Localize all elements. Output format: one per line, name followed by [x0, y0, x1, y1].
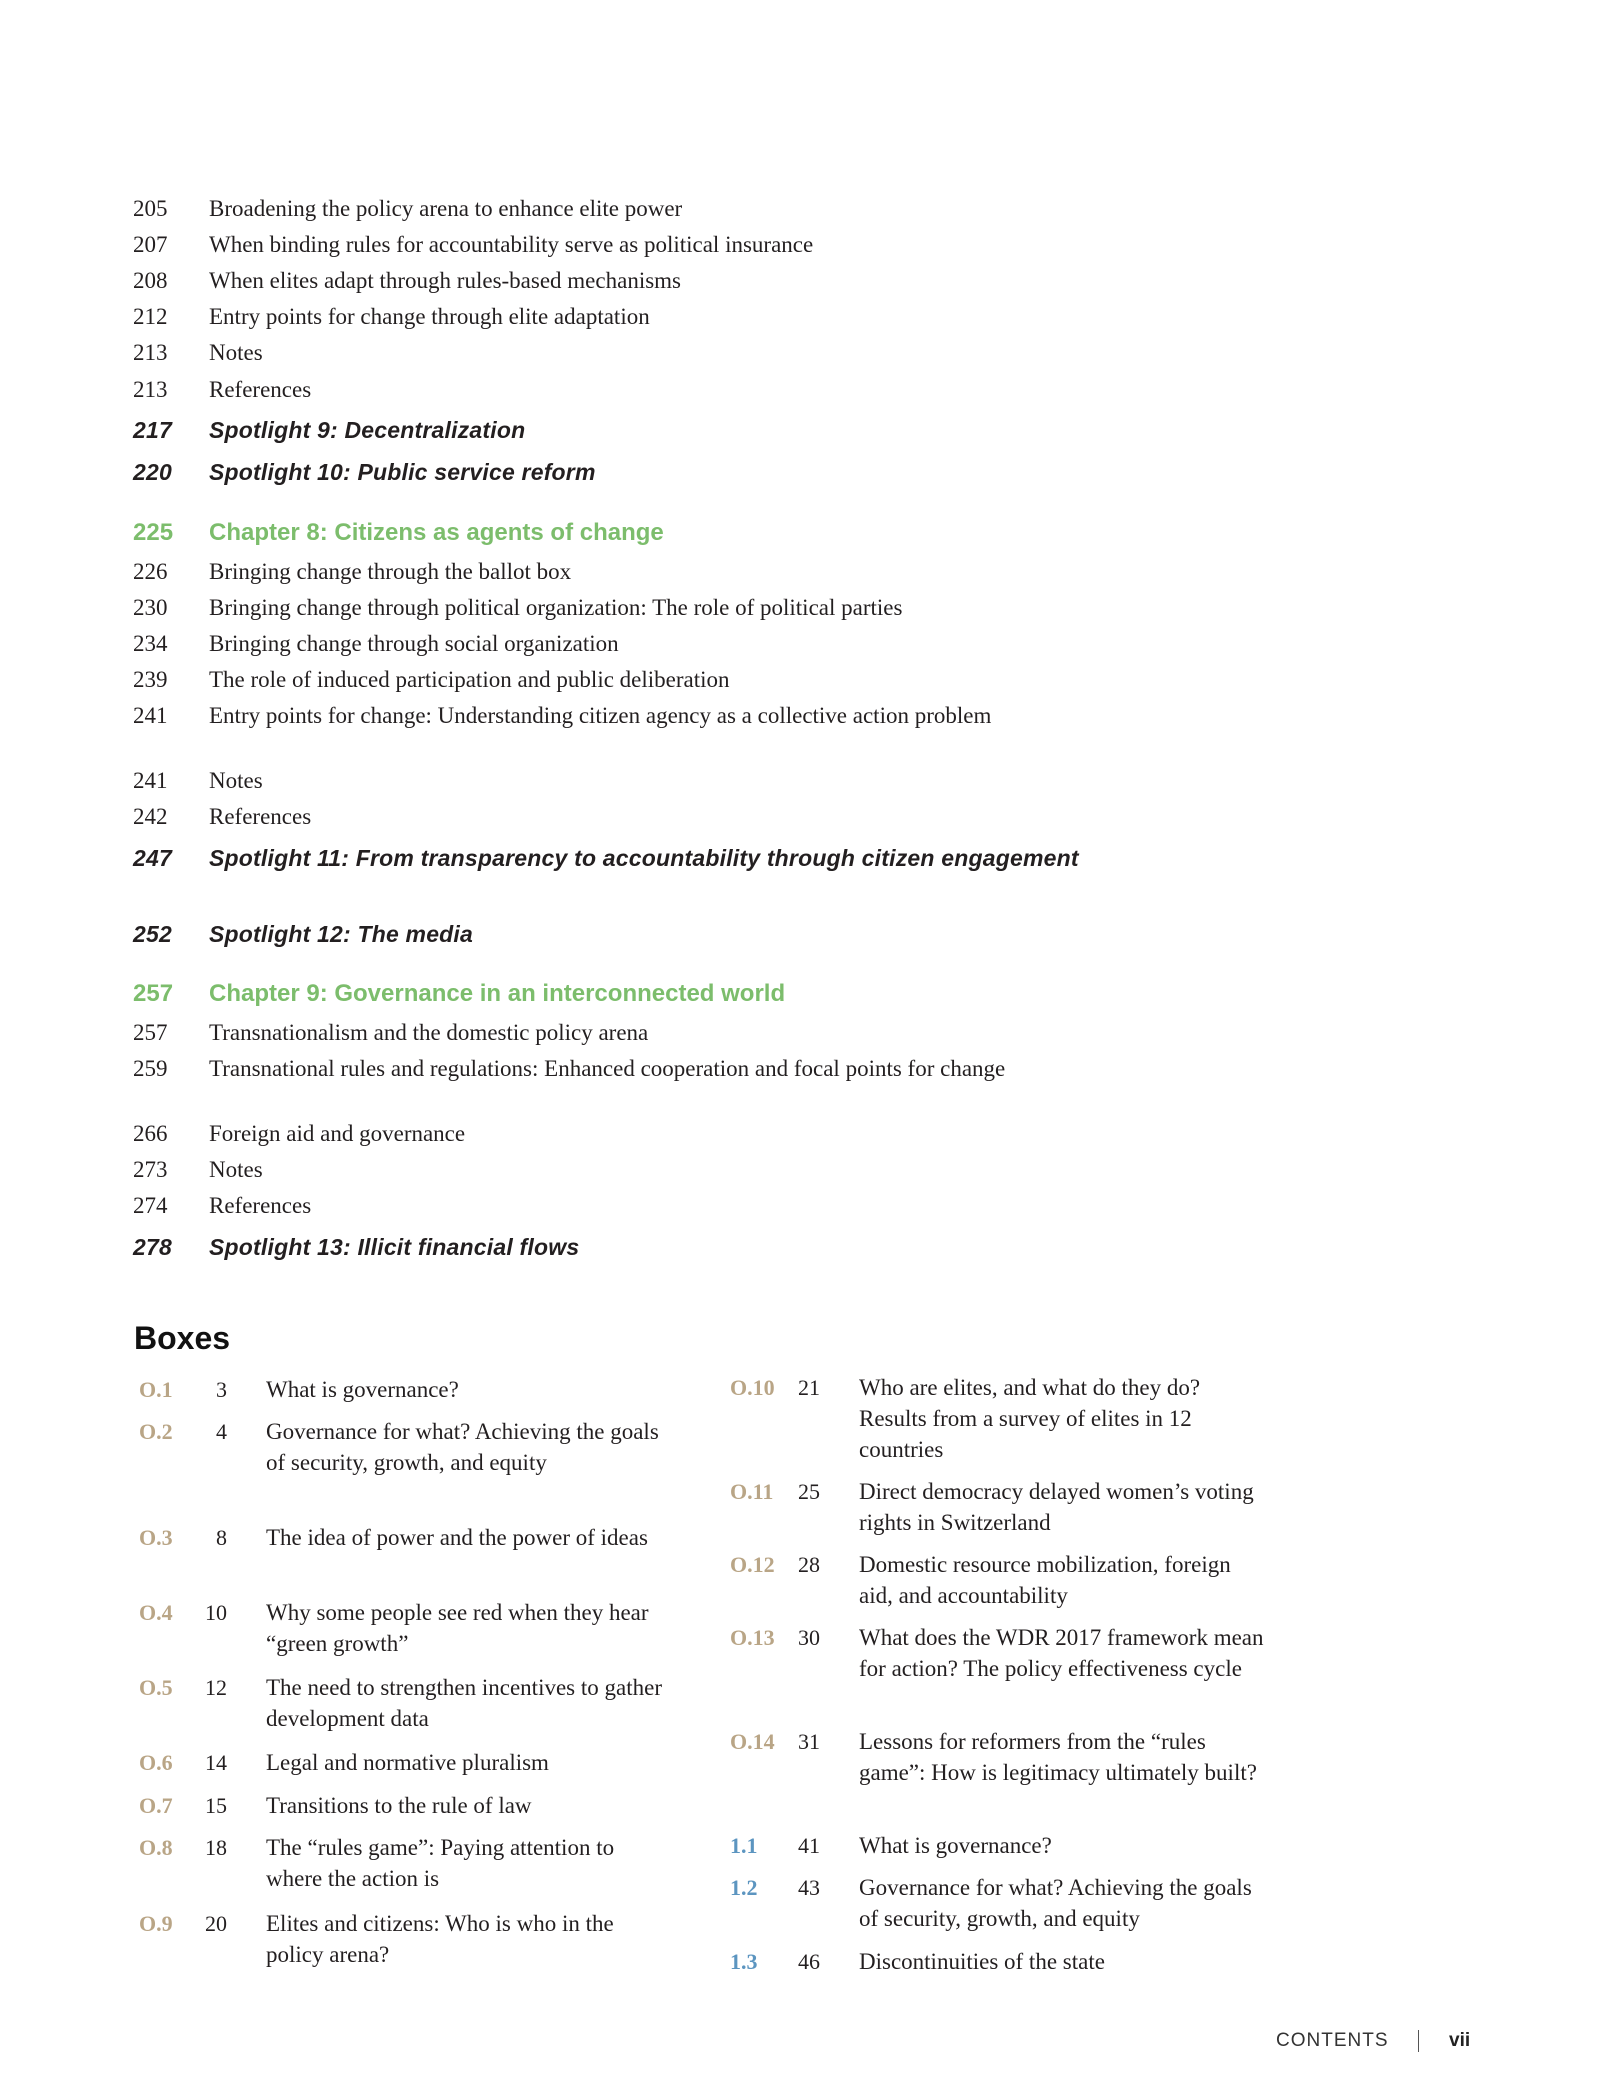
- toc-entry-title: When elites adapt through rules-based mechanisms: [209, 268, 681, 293]
- toc-entry-title: Spotlight 11: From transparency to accountability through citizen engagement: [209, 845, 1079, 871]
- box-number: O.10: [730, 1375, 775, 1400]
- box-title: The need to strengthen incentives to gather development data: [266, 1675, 662, 1731]
- box-page-number: 14: [205, 1750, 227, 1775]
- toc-page-number: 239: [133, 667, 168, 692]
- toc-page-number: 241: [133, 703, 168, 728]
- toc-entry-title: Broadening the policy arena to enhance elite power: [209, 196, 683, 221]
- box-page-number: 10: [205, 1600, 227, 1625]
- box-title: Discontinuities of the state: [859, 1949, 1105, 1974]
- toc-page-number: 257: [133, 980, 174, 1007]
- box-number: O.1: [139, 1377, 173, 1402]
- box-page-number: 3: [216, 1377, 227, 1402]
- box-number: O.8: [139, 1835, 173, 1860]
- box-page-number: 18: [205, 1835, 227, 1860]
- box-page-number: 41: [798, 1833, 820, 1858]
- box-page-number: 21: [798, 1375, 820, 1400]
- box-page-number: 25: [798, 1479, 820, 1504]
- toc-page-number: 207: [133, 232, 168, 257]
- footer-page-number: vii: [1449, 2030, 1471, 2051]
- toc-page-number: 213: [133, 340, 168, 365]
- boxes-heading: Boxes: [134, 1320, 231, 1356]
- box-title: Who are elites, and what do they do? Results from a survey of elites in 12 countries: [859, 1375, 1201, 1462]
- box-page-number: 43: [798, 1875, 820, 1900]
- toc-entry-title: The role of induced participation and public deliberation: [209, 667, 730, 692]
- box-title: What is governance?: [859, 1833, 1052, 1858]
- box-title: The idea of power and the power of ideas: [266, 1525, 648, 1550]
- toc-entry-title: Spotlight 13: Illicit financial flows: [209, 1234, 580, 1260]
- toc-page-number: 274: [133, 1193, 168, 1218]
- toc-entry-title: Spotlight 9: Decentralization: [209, 417, 526, 443]
- toc-page-number: 266: [133, 1121, 168, 1146]
- toc-page-number: 212: [133, 304, 168, 329]
- toc-entry-title: Entry points for change: Understanding citizen agency as a collective action problem: [209, 703, 992, 728]
- toc-page-number: 220: [133, 459, 172, 485]
- box-number: O.4: [139, 1600, 173, 1625]
- box-page-number: 30: [798, 1625, 820, 1650]
- box-title: What does the WDR 2017 framework mean for action? The policy effectiveness cycle: [859, 1625, 1264, 1681]
- page-footer: [1276, 2030, 1471, 2052]
- toc-entry-title: Bringing change through political organization: The role of political parties: [209, 595, 903, 620]
- toc-page-number: 208: [133, 268, 168, 293]
- box-page-number: 20: [205, 1911, 227, 1936]
- toc-page-number: 241: [133, 768, 168, 793]
- box-title: Lessons for reformers from the “rules game”: How is legitimacy ultimately built?: [859, 1729, 1257, 1785]
- toc-entry-title: Notes: [209, 340, 263, 365]
- box-page-number: 12: [205, 1675, 227, 1700]
- box-number: 1.2: [730, 1875, 758, 1900]
- toc-page-number: 213: [133, 377, 168, 402]
- box-page-number: 15: [205, 1793, 227, 1818]
- box-title: Transitions to the rule of law: [266, 1793, 532, 1818]
- box-title: What is governance?: [266, 1377, 459, 1402]
- box-title: Domestic resource mobilization, foreign aid, and accountability: [859, 1552, 1231, 1608]
- box-title: Governance for what? Achieving the goals of security, growth, and equity: [859, 1875, 1252, 1931]
- box-page-number: 4: [216, 1419, 227, 1444]
- toc-page-number: 217: [133, 417, 172, 443]
- box-page-number: 28: [798, 1552, 820, 1577]
- toc-entry-title: Chapter 9: Governance in an interconnected world: [209, 980, 786, 1007]
- box-number: O.13: [730, 1625, 775, 1650]
- toc-entry-title: References: [209, 804, 312, 829]
- box-number: O.12: [730, 1552, 775, 1577]
- toc-entry-title: Foreign aid and governance: [209, 1121, 466, 1146]
- box-title: Direct democracy delayed women’s voting rights in Switzerland: [859, 1479, 1254, 1535]
- box-number: 1.1: [730, 1833, 758, 1858]
- toc-page-number: 247: [133, 845, 172, 871]
- box-page-number: 31: [798, 1729, 820, 1754]
- toc-entry-title: When binding rules for accountability serve as political insurance: [209, 232, 814, 257]
- box-number: O.9: [139, 1911, 173, 1936]
- toc-entry-title: References: [209, 377, 312, 402]
- box-number: O.7: [139, 1793, 173, 1818]
- toc-page-number: 278: [133, 1234, 172, 1260]
- toc-page-number: 273: [133, 1157, 168, 1182]
- toc-entry-title: Bringing change through social organization: [209, 631, 619, 656]
- box-title: Elites and citizens: Who is who in the policy arena?: [266, 1911, 614, 1967]
- box-number: O.11: [730, 1479, 774, 1504]
- box-title: Legal and normative pluralism: [266, 1750, 549, 1775]
- box-title: Why some people see red when they hear “green growth”: [266, 1600, 649, 1656]
- toc-page-number: 230: [133, 595, 168, 620]
- box-number: O.2: [139, 1419, 173, 1444]
- toc-entry-title: Bringing change through the ballot box: [209, 559, 572, 584]
- toc-entry-title: Notes: [209, 768, 263, 793]
- box-title: The “rules game”: Paying attention to where the action is: [266, 1835, 615, 1891]
- box-number: O.14: [730, 1729, 775, 1754]
- toc-page-number: 259: [133, 1056, 168, 1081]
- toc-entry-title: Entry points for change through elite adaptation: [209, 304, 650, 329]
- toc-entry-title: Transnationalism and the domestic policy arena: [209, 1020, 649, 1045]
- toc-entry-title: Chapter 8: Citizens as agents of change: [209, 519, 664, 546]
- toc-page-number: 225: [133, 519, 174, 546]
- box-page-number: 46: [798, 1949, 820, 1974]
- toc-page-number: 252: [133, 921, 172, 947]
- toc-entry-title: Spotlight 12: The media: [209, 921, 474, 947]
- box-number: 1.3: [730, 1949, 758, 1974]
- box-page-number: 8: [216, 1525, 227, 1550]
- toc-entry-title: Transnational rules and regulations: Enhanced cooperation and focal points for change: [209, 1056, 1006, 1081]
- box-number: O.6: [139, 1750, 173, 1775]
- box-title: Governance for what? Achieving the goals of security, growth, and equity: [266, 1419, 659, 1475]
- toc-entry-title: Notes: [209, 1157, 263, 1182]
- box-number: O.5: [139, 1675, 173, 1700]
- footer-section-label: CONTENTS: [1276, 2030, 1389, 2051]
- toc-page-number: 242: [133, 804, 168, 829]
- toc-page-number: 234: [133, 631, 168, 656]
- toc-page-number: 205: [133, 196, 168, 221]
- footer-divider: [1418, 2030, 1419, 2052]
- toc-entry-title: Spotlight 10: Public service reform: [209, 459, 596, 485]
- toc-page-number: 257: [133, 1020, 168, 1045]
- toc-page-number: 226: [133, 559, 168, 584]
- toc-entry-title: References: [209, 1193, 312, 1218]
- box-number: O.3: [139, 1525, 173, 1550]
